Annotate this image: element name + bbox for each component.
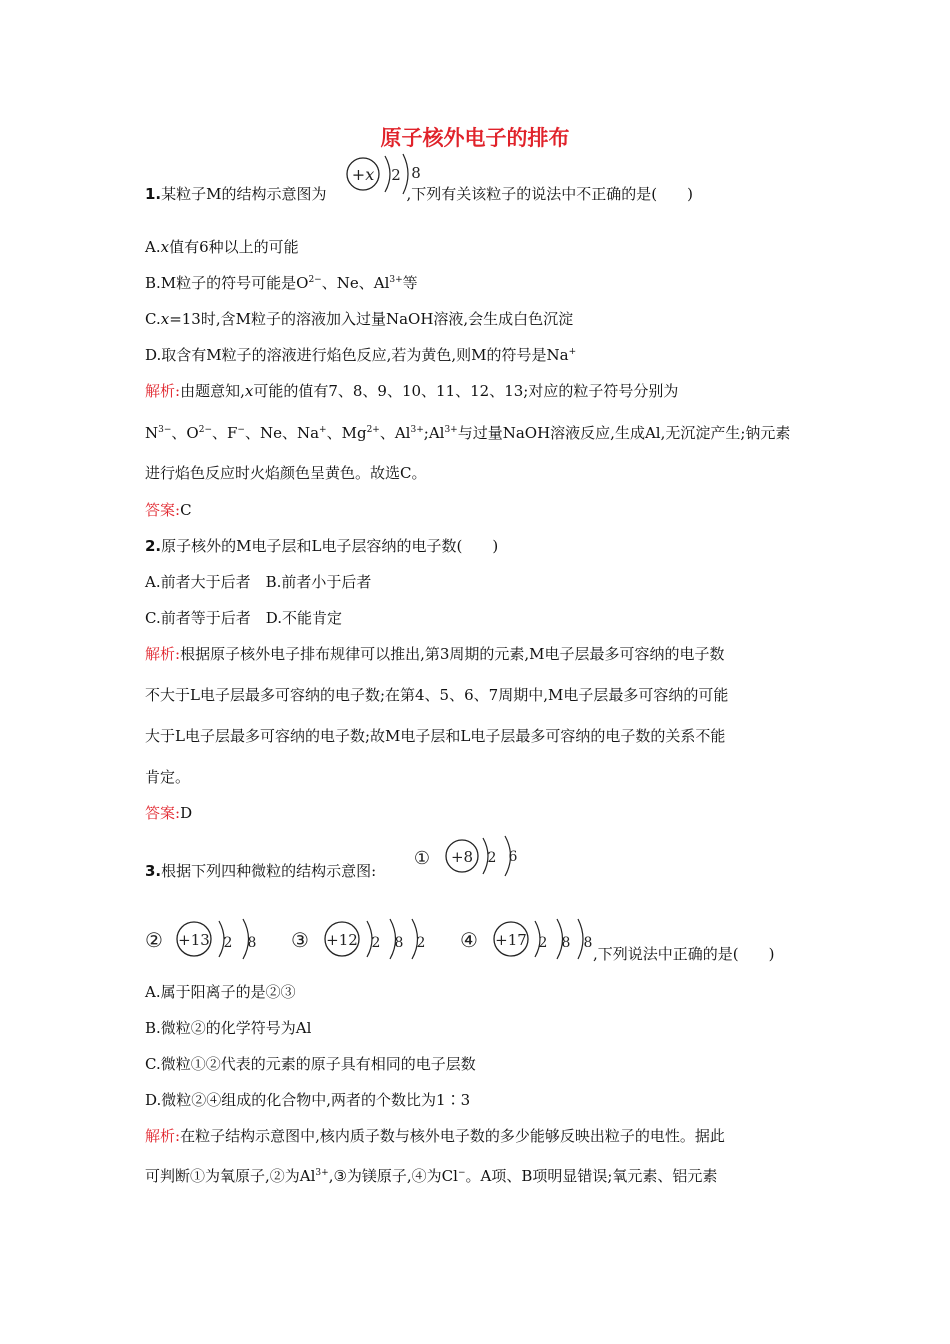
an2-t7: ;Al [423, 424, 445, 442]
q1-answer [145, 500, 192, 520]
q1-shell-2: 8 [411, 164, 421, 182]
q2-options-ab: A.前者大于后者 B.前者小于后者 [145, 573, 372, 591]
q3-analysis-label: 解析: [145, 1127, 181, 1145]
q1-option-b-text-2: 、Ne、Al [321, 274, 390, 292]
q3-d2-shell-2: 8 [247, 935, 257, 951]
q3-stem-after: ,下列说法中正确的是( ) [593, 945, 775, 963]
q1-analysis-label: 解析: [145, 382, 181, 400]
q3-analysis-line-2 [145, 1166, 717, 1186]
q3-diagram-3 [288, 917, 438, 967]
q2-answer [145, 803, 192, 823]
q3-option-d: D.微粒②④组成的化合物中,两者的个数比为1∶3 [145, 1091, 471, 1109]
q3-d3-shell-3: 2 [416, 935, 426, 951]
q3-analysis-2c: 。A项、B项明显错误;氧元素、铝元素 [465, 1167, 718, 1185]
q3-d3-shell-1: 2 [371, 935, 381, 951]
q3-analysis-1: 在粒子结构示意图中,核内质子数与核外电子数的多少能够反映出粒子的电性。据此 [180, 1127, 725, 1145]
q1-option-b-text-3: 等 [402, 274, 418, 292]
an2-t2: 、O [171, 424, 199, 442]
an2-s4: + [319, 425, 327, 435]
q1-option-c-var: x [160, 310, 170, 328]
an2-s3: − [237, 425, 245, 435]
q1-option-b-sup-2: 3+ [389, 275, 403, 285]
q1-option-a [145, 237, 299, 257]
q1-shell-1: 2 [391, 166, 401, 184]
q1-option-b-sup-1: 2− [308, 275, 322, 285]
q2-stem-text: 原子核外的M电子层和L电子层容纳的电子数( ) [161, 537, 499, 555]
an2-t1: N [145, 424, 159, 442]
an2-t8: 与过量NaOH溶液反应,生成Al,无沉淀产生;钠元素 [457, 424, 791, 442]
q3-diagram-2 [142, 917, 272, 967]
q3-analysis-2b: ,③为镁原子,④为Cl [328, 1167, 458, 1185]
q2-answer-value: D [180, 804, 193, 822]
page-title: 原子核外电子的排布 [380, 126, 570, 150]
q3-analysis-2a: 可判断①为氧原子,②为Al [145, 1167, 316, 1185]
q2-analysis-line-4: 肯定。 [145, 768, 191, 786]
q2-analysis-line-2: 不大于L电子层最多可容纳的电子数;在第4、5、6、7周期中,M电子层最多可容纳的可能 [145, 686, 729, 704]
q1-option-b-text-1: B.M粒子的符号可能是O [145, 274, 309, 292]
an2-t5: 、Mg [326, 424, 367, 442]
q1-option-d-sup: + [568, 347, 577, 357]
q2-analysis-label: 解析: [145, 645, 181, 663]
q1-option-c [145, 309, 573, 329]
q3-option-a: A.属于阳离子的是②③ [145, 983, 296, 1001]
q1-answer-value: C [180, 501, 192, 519]
q3-option-c: C.微粒①②代表的元素的原子具有相同的电子层数 [145, 1055, 476, 1073]
q3-d3-shell-2: 8 [394, 935, 404, 951]
q3-analysis-line-1 [145, 1126, 725, 1146]
q1-answer-label: 答案: [145, 501, 181, 519]
an2-t3: 、F [212, 424, 238, 442]
q2-answer-label: 答案: [145, 804, 181, 822]
q1-option-c-text-1: C. [145, 310, 161, 328]
q1-nucleus-label: +x [351, 165, 375, 184]
an2-t4: 、Ne、Na [244, 424, 320, 442]
q3-d4-shell-2: 8 [561, 935, 571, 951]
q3-option-b: B.微粒②的化学符号为Al [145, 1019, 312, 1037]
q2-analysis-line-1 [145, 644, 725, 664]
q3-d3-label: ③ [291, 928, 309, 952]
q1-analysis-1b: 可能的值有7、8、9、10、11、12、13;对应的粒子符号分别为 [253, 382, 679, 400]
q3-d2-nucleus: +13 [178, 931, 210, 949]
an2-s2: 2− [198, 425, 212, 435]
q1-number: 1. [145, 185, 162, 203]
q1-option-d-text: D.取含有M粒子的溶液进行焰色反应,若为黄色,则M的符号是Na [145, 346, 569, 364]
an2-s5: 2+ [366, 425, 380, 435]
q3-d4-shell-1: 2 [538, 935, 548, 951]
q1-analysis-line-1 [145, 381, 678, 401]
q1-analysis-line-2 [145, 423, 790, 443]
q1-stem-after: ,下列有关该粒子的说法中不正确的是( ) [406, 185, 693, 203]
an2-s6: 3+ [410, 425, 424, 435]
q3-stem [145, 861, 376, 881]
an2-s7: 3+ [444, 425, 458, 435]
q3-d4-label: ④ [460, 928, 478, 952]
an2-s1: 3− [158, 425, 172, 435]
q3-analysis-2-sup-1: 3+ [315, 1168, 329, 1178]
q3-d1-label: ① [413, 848, 431, 869]
q2-options-cd: C.前者等于后者 D.不能肯定 [145, 609, 342, 627]
q3-d4-nucleus: +17 [495, 931, 527, 949]
q3-number: 3. [145, 862, 162, 880]
q3-analysis-2-sup-2: − [457, 1168, 466, 1178]
q2-number: 2. [145, 537, 162, 555]
q1-option-c-text-2: =13时,含M粒子的溶液加入过量NaOH溶液,会生成白色沉淀 [169, 310, 574, 328]
q3-d4-shell-3: 8 [583, 935, 593, 951]
q2-analysis-1: 根据原子核外电子排布规律可以推出,第3周期的元素,M电子层最多可容纳的电子数 [180, 645, 725, 663]
q1-analysis-1a: 由题意知, [180, 382, 245, 400]
q3-d2-shell-1: 2 [223, 935, 233, 951]
q3-stem-text: 根据下列四种微粒的结构示意图: [161, 862, 377, 880]
q1-structure-diagram [345, 152, 425, 204]
q3-d1-shell-1: 2 [487, 850, 497, 866]
q3-diagram-1 [410, 834, 530, 884]
q2-analysis-line-3: 大于L电子层最多可容纳的电子数;故M电子层和L电子层最多可容纳的电子数的关系不能 [145, 727, 726, 745]
q1-option-a-text-2: 值有6种以上的可能 [169, 238, 299, 256]
q1-option-a-text-1: A. [145, 238, 161, 256]
q3-d3-nucleus: +12 [326, 931, 358, 949]
q1-stem-before: 某粒子M的结构示意图为 [161, 185, 327, 203]
q3-diagram-4 [457, 917, 607, 967]
q1-analysis-line-3: 进行焰色反应时火焰颜色呈黄色。故选C。 [145, 464, 427, 482]
an2-t6: 、Al [379, 424, 411, 442]
q3-d1-shell-2: 6 [508, 849, 518, 865]
q1-option-b [145, 273, 418, 293]
q3-d1-nucleus: +8 [450, 848, 474, 866]
q1-option-a-var: x [160, 238, 170, 256]
q1-analysis-var: x [244, 382, 254, 400]
q2-stem [145, 536, 498, 556]
q3-d2-label: ② [145, 928, 163, 952]
q1-option-d [145, 345, 576, 365]
